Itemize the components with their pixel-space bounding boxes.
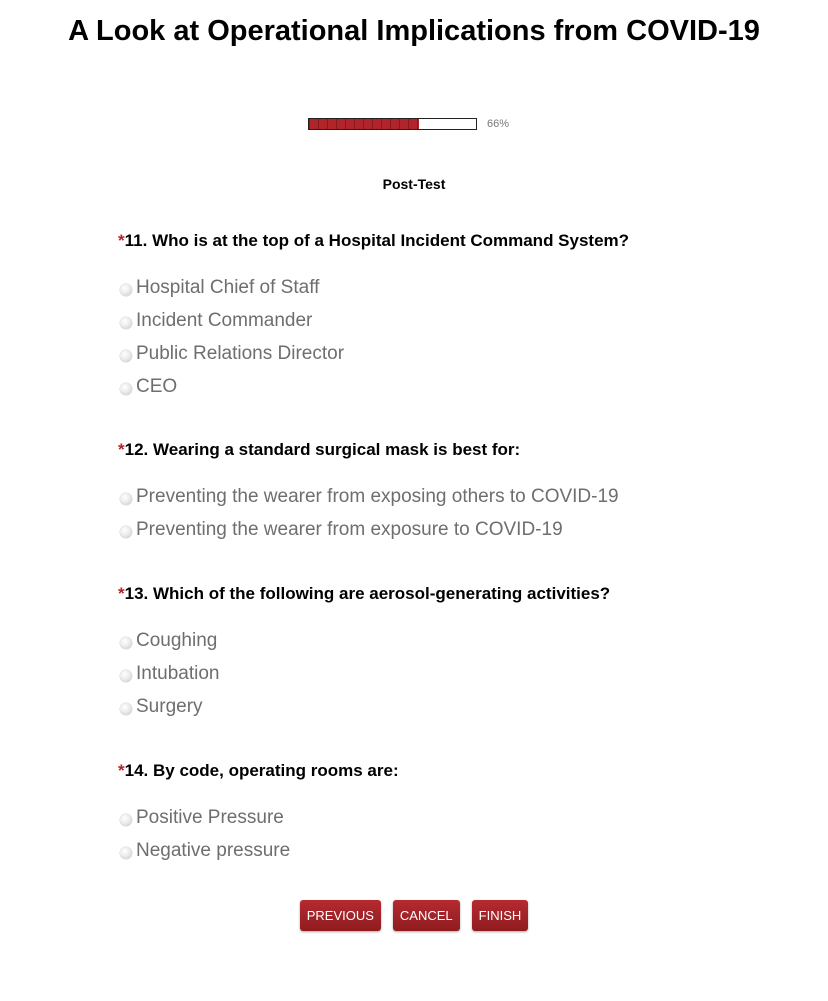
question-title [118,230,798,252]
answer-option[interactable] [118,271,798,304]
answer-option[interactable] [118,370,798,403]
answer-option[interactable] [118,480,798,513]
question-12 [118,439,798,546]
finish-button[interactable]: FINISH [472,900,529,931]
option-label: CEO [136,375,178,397]
answer-option[interactable] [118,690,798,723]
option-label: Preventing the wearer from exposure to COVID-19 [136,518,563,540]
question-title [118,439,798,461]
required-marker: * [118,231,125,250]
progress-bar [308,118,477,130]
radio-button[interactable] [120,526,132,538]
previous-button[interactable]: PREVIOUS [300,900,381,931]
answer-option[interactable] [118,657,798,690]
option-label: Positive Pressure [136,806,284,828]
answer-option[interactable] [118,513,798,546]
question-title [118,583,798,605]
answer-option[interactable] [118,801,798,834]
radio-button[interactable] [120,383,132,395]
radio-button[interactable] [120,670,132,682]
option-label: Public Relations Director [136,342,345,364]
option-label: Negative pressure [136,839,291,861]
cancel-button[interactable]: CANCEL [393,900,460,931]
required-marker: * [118,761,125,780]
answer-option[interactable] [118,337,798,370]
question-title [118,760,798,782]
question-number: 12. [124,440,149,459]
option-label: Intubation [136,662,220,684]
option-label: Surgery [136,695,203,717]
required-marker: * [118,440,125,459]
radio-button[interactable] [120,814,132,826]
question-number: 14. [124,761,149,780]
option-label: Incident Commander [136,309,313,331]
question-text: Which of the following are aerosol-generating activities? [153,584,611,603]
answer-option[interactable] [118,304,798,337]
progress-indicator [308,118,538,132]
progress-bar-fill [309,119,419,129]
nav-buttons [0,900,828,931]
progress-label: 66% [487,118,510,130]
question-text: Wearing a standard surgical mask is best for: [153,440,521,459]
option-label: Coughing [136,629,218,651]
question-13 [118,583,798,723]
question-text: Who is at the top of a Hospital Incident Command System? [152,231,630,250]
required-marker: * [118,584,125,603]
radio-button[interactable] [120,350,132,362]
question-text: By code, operating rooms are: [153,761,399,780]
question-11 [118,230,798,403]
section-title: Post-Test [382,176,446,192]
radio-button[interactable] [120,703,132,715]
radio-button[interactable] [120,637,132,649]
answer-option[interactable] [118,834,798,867]
radio-button[interactable] [120,284,132,296]
page-title: A Look at Operational Implications from COVID-19 [68,15,760,47]
radio-button[interactable] [120,847,132,859]
question-14 [118,760,798,867]
question-number: 13. [124,584,149,603]
answer-option[interactable] [118,624,798,657]
option-label: Hospital Chief of Staff [136,276,320,298]
radio-button[interactable] [120,317,132,329]
option-label: Preventing the wearer from exposing others to COVID-19 [136,485,619,507]
question-number: 11. [124,231,148,250]
radio-button[interactable] [120,493,132,505]
